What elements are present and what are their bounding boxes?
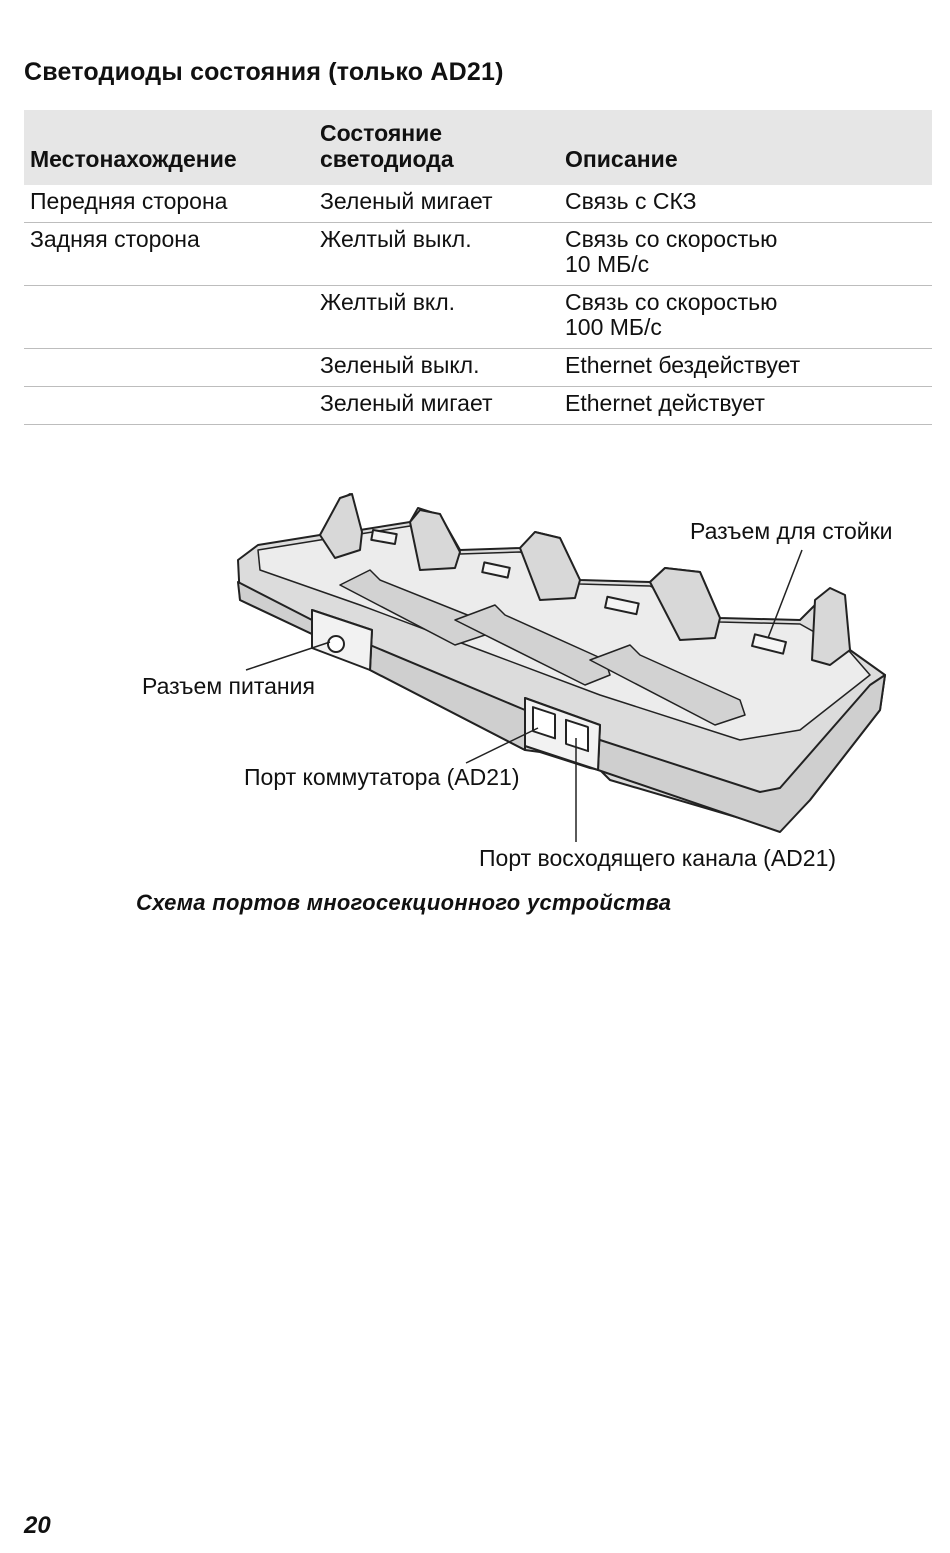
header-led-status-line2: светодиода xyxy=(320,146,454,172)
table-row xyxy=(24,286,932,349)
table-row xyxy=(24,387,932,425)
cell-description-line1: Ethernet действует xyxy=(565,390,765,416)
cell-location xyxy=(24,387,314,425)
section-title: Светодиоды состояния (только AD21) xyxy=(24,58,504,86)
figure-caption: Схема портов многосекционного устройства xyxy=(136,890,672,915)
header-location: Местонахождение xyxy=(30,146,237,172)
cell-description-line2: 100 МБ/с xyxy=(565,314,662,340)
cell-description-line1: Связь со скоростью xyxy=(565,289,778,315)
callout-power-connector: Разъем питания xyxy=(142,673,315,699)
led-status-table xyxy=(24,110,932,425)
table-row xyxy=(24,223,932,286)
callout-uplink-port: Порт восходящего канала (AD21) xyxy=(479,845,837,871)
cell-status: Желтый вкл. xyxy=(314,286,559,349)
header-led-status xyxy=(314,110,559,185)
cell-description-line1: Ethernet бездействует xyxy=(565,352,801,378)
cell-status: Желтый выкл. xyxy=(314,223,559,286)
cell-status: Зеленый мигает xyxy=(314,387,559,425)
cell-description-line2: 10 МБ/с xyxy=(565,251,650,277)
cell-description xyxy=(559,349,932,387)
cell-description xyxy=(559,387,932,425)
table-row xyxy=(24,185,932,223)
header-description: Описание xyxy=(565,146,678,172)
cradle-tower-shape xyxy=(812,588,850,665)
cell-description xyxy=(559,185,932,223)
leader-line-power xyxy=(246,642,330,670)
multi-dock-port-figure xyxy=(0,470,950,890)
cradle-tower-shape xyxy=(410,510,460,570)
cell-status: Зеленый мигает xyxy=(314,185,559,223)
power-jack-shape xyxy=(328,636,344,652)
cell-location xyxy=(24,349,314,387)
cell-location xyxy=(24,286,314,349)
callout-rack-connector: Разъем для стойки xyxy=(690,518,893,544)
cell-description xyxy=(559,223,932,286)
cell-status: Зеленый выкл. xyxy=(314,349,559,387)
cell-description-line1: Связь с СКЗ xyxy=(565,188,697,214)
header-led-status-line1: Состояние xyxy=(320,120,443,146)
table-row xyxy=(24,349,932,387)
callout-switch-port: Порт коммутатора (AD21) xyxy=(244,764,520,790)
page-number: 20 xyxy=(24,1512,51,1539)
table-header-row xyxy=(24,110,932,185)
cell-description xyxy=(559,286,932,349)
cell-description-line1: Связь со скоростью xyxy=(565,226,778,252)
cell-location: Передняя сторона xyxy=(24,185,314,223)
cell-location: Задняя сторона xyxy=(24,223,314,286)
